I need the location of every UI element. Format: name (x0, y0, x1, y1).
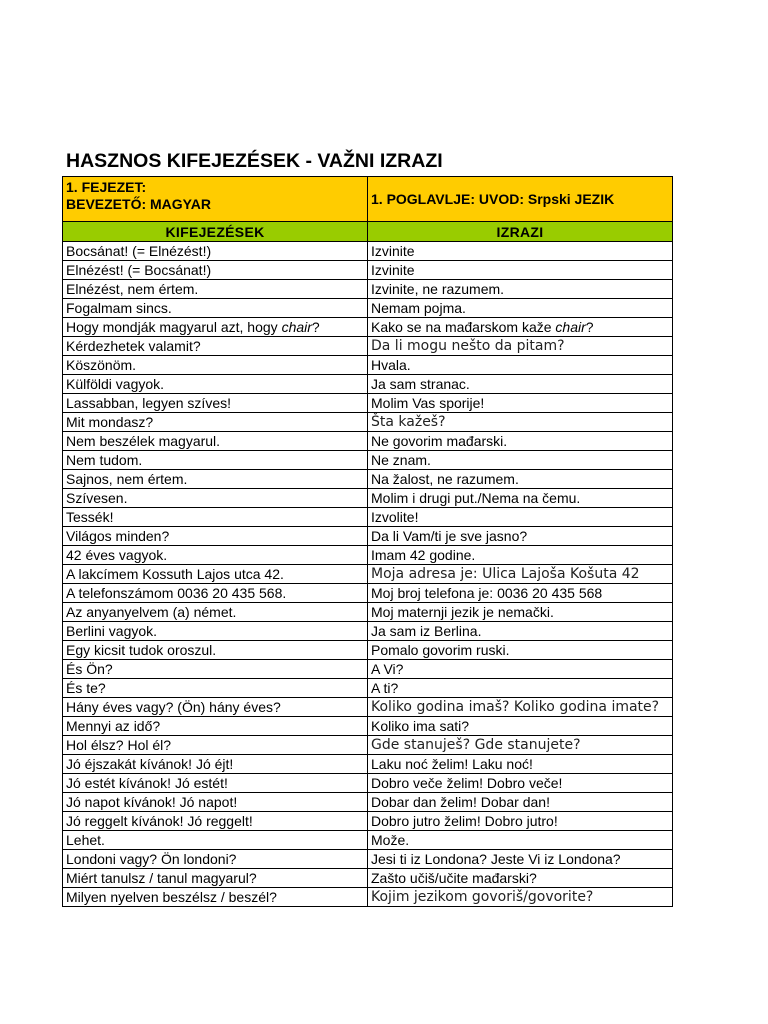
phrase-sr-cell (368, 280, 673, 299)
table-row (63, 869, 673, 888)
phrase-sr-text: Nemam pojma. (371, 300, 466, 316)
phrase-hu-text: Szívesen. (66, 490, 128, 506)
phrase-hu-cell (63, 451, 368, 470)
phrase-sr-cell (368, 717, 673, 736)
table-row (63, 299, 673, 318)
phrase-hu-text: Milyen nyelven beszélsz / beszél? (66, 889, 277, 905)
phrase-hu-cell (63, 337, 368, 356)
phrase-hu-text: A lakcímem Kossuth Lajos utca 42. (66, 566, 284, 582)
phrase-hu-text: Jó estét kívánok! Jó estét! (66, 775, 228, 791)
table-row (63, 527, 673, 546)
table-row (63, 641, 673, 660)
phrase-hu-cell (63, 242, 368, 261)
phrase-hu-text: Világos minden? (66, 528, 170, 544)
table-row (63, 812, 673, 831)
phrase-sr-cell (368, 375, 673, 394)
phrase-sr-text: Može. (371, 832, 410, 848)
phrase-sr-text: Izvinite, ne razumem. (371, 281, 505, 297)
column-header-sr: IZRAZI (368, 222, 673, 242)
phrase-sr-text: Pomalo govorim ruski. (371, 642, 510, 658)
phrase-hu-cell (63, 432, 368, 451)
phrase-hu-cell (63, 793, 368, 812)
table-row (63, 375, 673, 394)
phrase-hu-cell (63, 603, 368, 622)
phrase-sr-cell (368, 451, 673, 470)
phrase-hu-cell (63, 584, 368, 603)
phrase-hu-cell (63, 470, 368, 489)
phrase-sr-cell (368, 850, 673, 869)
phrase-sr-text: Moj maternji jezik je nemački. (371, 604, 554, 620)
phrase-hu-cell (63, 679, 368, 698)
phrase-sr-text: Izvinite (371, 262, 415, 278)
phrase-hu-text: Egy kicsit tudok oroszul. (66, 642, 217, 658)
phrase-hu-text: Nem tudom. (66, 452, 143, 468)
phrase-sr-text: Laku noć želim! Laku noć! (371, 756, 533, 772)
phrase-hu-text: Miért tanulsz / tanul magyarul? (66, 870, 257, 886)
phrase-hu-text: Hol élsz? Hol él? (66, 737, 172, 753)
phrase-sr-text: Kako se na mađarskom kaže (371, 319, 556, 335)
phrase-sr-end: ? (585, 319, 594, 335)
phrase-sr-text: Ne znam. (371, 452, 431, 468)
table-row (63, 451, 673, 470)
phrase-sr-text: A ti? (371, 680, 399, 696)
phrase-hu-cell (63, 755, 368, 774)
phrase-hu-cell (63, 622, 368, 641)
phrase-hu-end: ? (311, 319, 320, 335)
phrase-sr-cell (368, 261, 673, 280)
phrase-hu-emphasis: chair (281, 319, 312, 335)
phrase-sr-text: Na žalost, ne razumem. (371, 471, 519, 487)
phrase-sr-text: Dobro veče želim! Dobro veče! (371, 775, 563, 791)
phrase-sr-text: Izvolite! (371, 509, 419, 525)
phrase-sr-cell (368, 698, 673, 717)
phrase-sr-text: Dobro jutro želim! Dobro jutro! (371, 813, 558, 829)
phrase-hu-cell (63, 261, 368, 280)
phrase-sr-text: Ja sam iz Berlina. (371, 623, 482, 639)
phrase-hu-text: Jó éjszakát kívánok! Jó éjt! (66, 756, 234, 772)
table-row (63, 394, 673, 413)
phrase-sr-emphasis: chair (555, 319, 586, 335)
phrase-hu-text: És te? (66, 680, 106, 696)
phrase-hu-cell (63, 280, 368, 299)
phrase-sr-text: Hvala. (371, 357, 411, 373)
phrase-hu-text: És Ön? (66, 661, 113, 677)
phrase-hu-text: Jó reggelt kívánok! Jó reggelt! (66, 813, 253, 829)
phrase-hu-cell (63, 318, 368, 337)
chapter-row (63, 177, 673, 222)
phrase-hu-cell (63, 356, 368, 375)
phrase-sr-text: Gde stanuješ? Gde stanujete? (371, 737, 581, 753)
phrase-hu-text: Jó napot kívánok! Jó napot! (66, 794, 238, 810)
phrase-sr-text: Zašto učiš/učite mađarski? (371, 870, 537, 886)
phrase-sr-cell (368, 394, 673, 413)
phrase-hu-cell (63, 299, 368, 318)
phrase-hu-text: Hogy mondják magyarul azt, hogy (66, 319, 282, 335)
phrase-hu-text: Berlini vagyok. (66, 623, 158, 639)
phrase-sr-text: Moj broj telefona je: 0036 20 435 568 (371, 585, 603, 601)
phrase-sr-cell (368, 660, 673, 679)
phrase-hu-cell (63, 850, 368, 869)
table-row (63, 679, 673, 698)
phrase-sr-text: Molim i drugi put./Nema na čemu. (371, 490, 581, 506)
phrase-hu-text: Külföldi vagyok. (66, 376, 165, 392)
table-row (63, 413, 673, 432)
table-row (63, 356, 673, 375)
phrase-hu-cell (63, 660, 368, 679)
table-row (63, 337, 673, 356)
phrase-hu-text: Fogalmam sincs. (66, 300, 172, 316)
phrase-sr-cell (368, 413, 673, 432)
phrase-hu-text: Mennyi az idő? (66, 718, 161, 734)
phrase-hu-text: Mit mondasz? (66, 414, 154, 430)
phrase-sr-text: Ja sam stranac. (371, 376, 470, 392)
phrase-hu-cell (63, 698, 368, 717)
phrase-sr-cell (368, 546, 673, 565)
table-row (63, 793, 673, 812)
table-row (63, 565, 673, 584)
phrase-sr-cell (368, 584, 673, 603)
table-row (63, 470, 673, 489)
phrase-sr-cell (368, 812, 673, 831)
table-row (63, 261, 673, 280)
phrase-hu-cell (63, 527, 368, 546)
phrase-sr-text: Izvinite (371, 243, 415, 259)
phrase-sr-cell (368, 527, 673, 546)
phrase-hu-cell (63, 546, 368, 565)
phrase-hu-text: Kérdezhetek valamit? (66, 338, 201, 354)
phrase-hu-text: Elnézést, nem értem. (66, 281, 199, 297)
chapter-sr-cell: 1. POGLAVLJE: UVOD: Srpski JEZIK (368, 177, 673, 222)
table-row (63, 584, 673, 603)
phrase-hu-cell (63, 717, 368, 736)
phrase-hu-text: A telefonszámom 0036 20 435 568. (66, 585, 287, 601)
phrase-hu-cell (63, 774, 368, 793)
phrase-sr-text: Ne govorim mađarski. (371, 433, 508, 449)
phrase-sr-text: Molim Vas sporije! (371, 395, 485, 411)
phrase-hu-cell (63, 413, 368, 432)
phrase-sr-text: Da li mogu nešto da pitam? (371, 338, 565, 354)
phrase-hu-cell (63, 641, 368, 660)
phrase-hu-text: Sajnos, nem értem. (66, 471, 188, 487)
table-row (63, 888, 673, 907)
table-row (63, 698, 673, 717)
chapter-hu-line1: 1. FEJEZET: (66, 179, 147, 195)
phrase-hu-cell (63, 375, 368, 394)
phrase-hu-text: Tessék! (66, 509, 114, 525)
table-row (63, 508, 673, 527)
phrase-hu-text: 42 éves vagyok. (66, 547, 168, 563)
phrase-sr-cell (368, 432, 673, 451)
phrase-sr-text: A Vi? (371, 661, 404, 677)
phrase-sr-cell (368, 318, 673, 337)
phrase-hu-text: Hány éves vagy? (Ön) hány éves? (66, 699, 281, 715)
table-row (63, 755, 673, 774)
phrase-sr-cell (368, 736, 673, 755)
phrase-sr-text: Da li Vam/ti je sve jasno? (371, 528, 528, 544)
chapter-hu-cell (63, 177, 368, 222)
phrase-sr-cell (368, 622, 673, 641)
phrase-sr-cell (368, 888, 673, 907)
table-row (63, 717, 673, 736)
phrase-sr-text: Koliko godina imaš? Koliko godina imate? (371, 699, 660, 715)
table-row (63, 432, 673, 451)
phrase-sr-cell (368, 489, 673, 508)
chapter-hu-line2: BEVEZETŐ: MAGYAR (66, 196, 211, 212)
phrase-hu-text: Lehet. (66, 832, 105, 848)
table-row (63, 831, 673, 850)
phrase-sr-cell (368, 470, 673, 489)
column-header-hu: KIFEJEZÉSEK (63, 222, 368, 242)
phrase-sr-text: Jesi ti iz Londona? Jeste Vi iz Londona? (371, 851, 621, 867)
phrase-hu-text: Az anyanyelvem (a) német. (66, 604, 237, 620)
phrase-sr-cell (368, 641, 673, 660)
table-row (63, 603, 673, 622)
phrase-hu-cell (63, 508, 368, 527)
phrase-hu-text: Elnézést! (= Bocsánat!) (66, 262, 212, 278)
page-title: HASZNOS KIFEJEZÉSEK - VAŽNI IZRAZI (66, 150, 443, 172)
phrase-sr-cell (368, 242, 673, 261)
phrase-sr-cell (368, 774, 673, 793)
table-row (63, 546, 673, 565)
table-row (63, 736, 673, 755)
phrase-sr-cell (368, 679, 673, 698)
phrase-sr-cell (368, 603, 673, 622)
phrase-sr-text: Imam 42 godine. (371, 547, 476, 563)
phrase-hu-text: Nem beszélek magyarul. (66, 433, 221, 449)
phrase-sr-cell (368, 869, 673, 888)
phrase-hu-cell (63, 812, 368, 831)
phrase-hu-cell (63, 565, 368, 584)
phrase-sr-cell (368, 565, 673, 584)
table-row (63, 622, 673, 641)
phrase-hu-cell (63, 394, 368, 413)
phrase-sr-text: Kojim jezikom govoriš/govorite? (371, 889, 594, 905)
phrase-table (62, 176, 673, 907)
table-row (63, 850, 673, 869)
phrase-sr-cell (368, 793, 673, 812)
phrase-sr-text: Koliko ima sati? (371, 718, 470, 734)
phrase-sr-text: Šta kažeš? (371, 414, 446, 430)
phrase-hu-text: Bocsánat! (= Elnézést!) (66, 243, 212, 259)
table-row (63, 318, 673, 337)
phrase-sr-cell (368, 337, 673, 356)
phrase-sr-text: Moja adresa je: Ulica Lajoša Košuta 42 (371, 566, 640, 582)
phrase-hu-cell (63, 831, 368, 850)
phrase-sr-cell (368, 356, 673, 375)
phrase-hu-text: Londoni vagy? Ön londoni? (66, 851, 237, 867)
phrase-hu-cell (63, 869, 368, 888)
table-row (63, 774, 673, 793)
phrase-hu-cell (63, 489, 368, 508)
column-header-row (63, 222, 673, 242)
phrase-sr-cell (368, 755, 673, 774)
phrase-sr-cell (368, 299, 673, 318)
phrase-hu-cell (63, 736, 368, 755)
phrase-sr-cell (368, 831, 673, 850)
table-row (63, 280, 673, 299)
table-row (63, 660, 673, 679)
phrase-hu-text: Köszönöm. (66, 357, 137, 373)
table-row (63, 489, 673, 508)
phrase-hu-text: Lassabban, legyen szíves! (66, 395, 231, 411)
table-row (63, 242, 673, 261)
phrase-sr-cell (368, 508, 673, 527)
phrase-hu-cell (63, 888, 368, 907)
phrase-sr-text: Dobar dan želim! Dobar dan! (371, 794, 550, 810)
